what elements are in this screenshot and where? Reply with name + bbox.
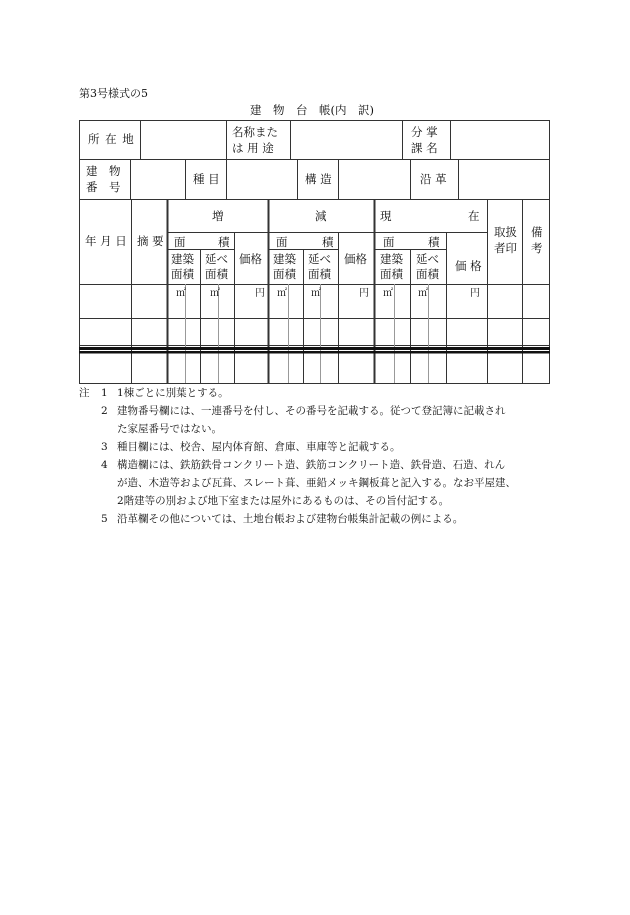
location-label: 所 在 地 [88,132,135,146]
dept-label-1: 分 掌 [411,125,438,139]
note-item-cont [79,420,559,438]
structure-label: 構 造 [305,172,332,186]
dec-floor-area-2: 面積 [308,267,331,281]
remarks-label-2: 考 [531,241,543,255]
inc-building-area-1: 建築 [171,252,194,266]
note-number: 4 [101,459,108,471]
unit-sqm: ㎡ [383,288,393,299]
inc-price-label: 価格 [239,252,262,266]
handler-label-2: 者印 [494,241,517,255]
cur-area-label-1: 面 [383,235,395,249]
bldg-no-label-2: 番 号 [86,180,121,194]
note-item [79,438,559,456]
unit-yen: 円 [359,288,369,299]
cur-floor-area-1: 延べ [416,252,439,266]
unit-yen: 円 [470,288,480,299]
inc-area-label-1: 面 [174,235,186,249]
note-text: 1棟ごとに別葉とする。 [117,387,229,399]
dec-floor-area-1: 延べ [308,252,331,266]
history-label: 沿 革 [420,172,447,186]
note-item [79,510,559,528]
note-number: 1 [101,387,108,399]
notes-section [79,384,559,528]
remarks-label-1: 備 [531,225,543,239]
unit-sqm: ㎡ [311,288,321,299]
note-text: た家屋番号ではない。 [117,423,222,435]
increase-label: 増 [212,209,224,223]
unit-sqm: ㎡ [176,288,186,299]
note-text: 構造欄には、鉄筋鉄骨コンクリート造、鉄筋コンクリート造、鉄骨造、石造、れん [117,459,506,471]
handler-label-1: 取扱 [494,225,517,239]
unit-sqm: ㎡ [210,288,220,299]
inc-floor-area-2: 面積 [205,267,228,281]
cur-building-area-2: 面積 [380,267,403,281]
inc-floor-area-1: 延べ [205,252,228,266]
dec-price-label: 価格 [344,252,367,266]
name-use-label-1: 名称また [232,125,278,139]
cur-price-label: 価 格 [455,259,482,273]
notes-label: 注 [79,387,90,399]
decrease-label: 減 [315,209,327,223]
page-title: 建 物 台 帳(内 訳) [250,103,374,117]
unit-yen: 円 [255,288,265,299]
note-number: 2 [101,405,108,417]
inc-building-area-2: 面積 [171,267,194,281]
cur-building-area-1: 建築 [380,252,403,266]
note-item [79,456,559,474]
date-label: 年 月 日 [85,234,127,248]
note-text: 種目欄には、校舎、屋内体育館、倉庫、車庫等と記載する。 [117,441,401,453]
note-item-cont [79,492,559,510]
note-item [79,402,559,420]
dec-building-area-1: 建築 [273,252,296,266]
note-text: 沿革欄その他については、土地台帳および建物台帳集計記載の例による。 [117,513,464,525]
unit-sqm: ㎡ [418,288,428,299]
cur-floor-area-2: 面積 [416,267,439,281]
dec-area-label-1: 面 [276,235,288,249]
name-use-label-2: は 用 途 [232,141,274,155]
form-id: 第3号様式の5 [79,87,148,100]
dec-building-area-2: 面積 [273,267,296,281]
note-number: 3 [101,441,108,453]
note-text: が造、木造等および瓦葺、スレート葺、亜鉛メッキ鋼板葺と記入する。なお平屋建、 [117,477,516,489]
inc-area-label-2: 積 [218,235,230,249]
note-item [79,384,559,402]
unit-sqm: ㎡ [277,288,287,299]
dept-label-2: 課 名 [411,141,438,155]
current-label-2: 在 [468,209,480,223]
note-text: 建物番号欄には、一連番号を付し、その番号を記載する。従つて登記簿に記載され [117,405,506,417]
dec-area-label-2: 積 [322,235,334,249]
note-text: 2階建等の別および地下室または屋外にあるものは、その旨付記する。 [117,495,450,507]
note-number: 5 [101,513,108,525]
bldg-no-label-1: 建 物 [86,164,121,178]
note-item-cont [79,474,559,492]
current-label-1: 現 [380,209,392,223]
summary-label: 摘 要 [137,234,164,248]
type-label: 種 目 [193,172,220,186]
cur-area-label-2: 積 [428,235,440,249]
